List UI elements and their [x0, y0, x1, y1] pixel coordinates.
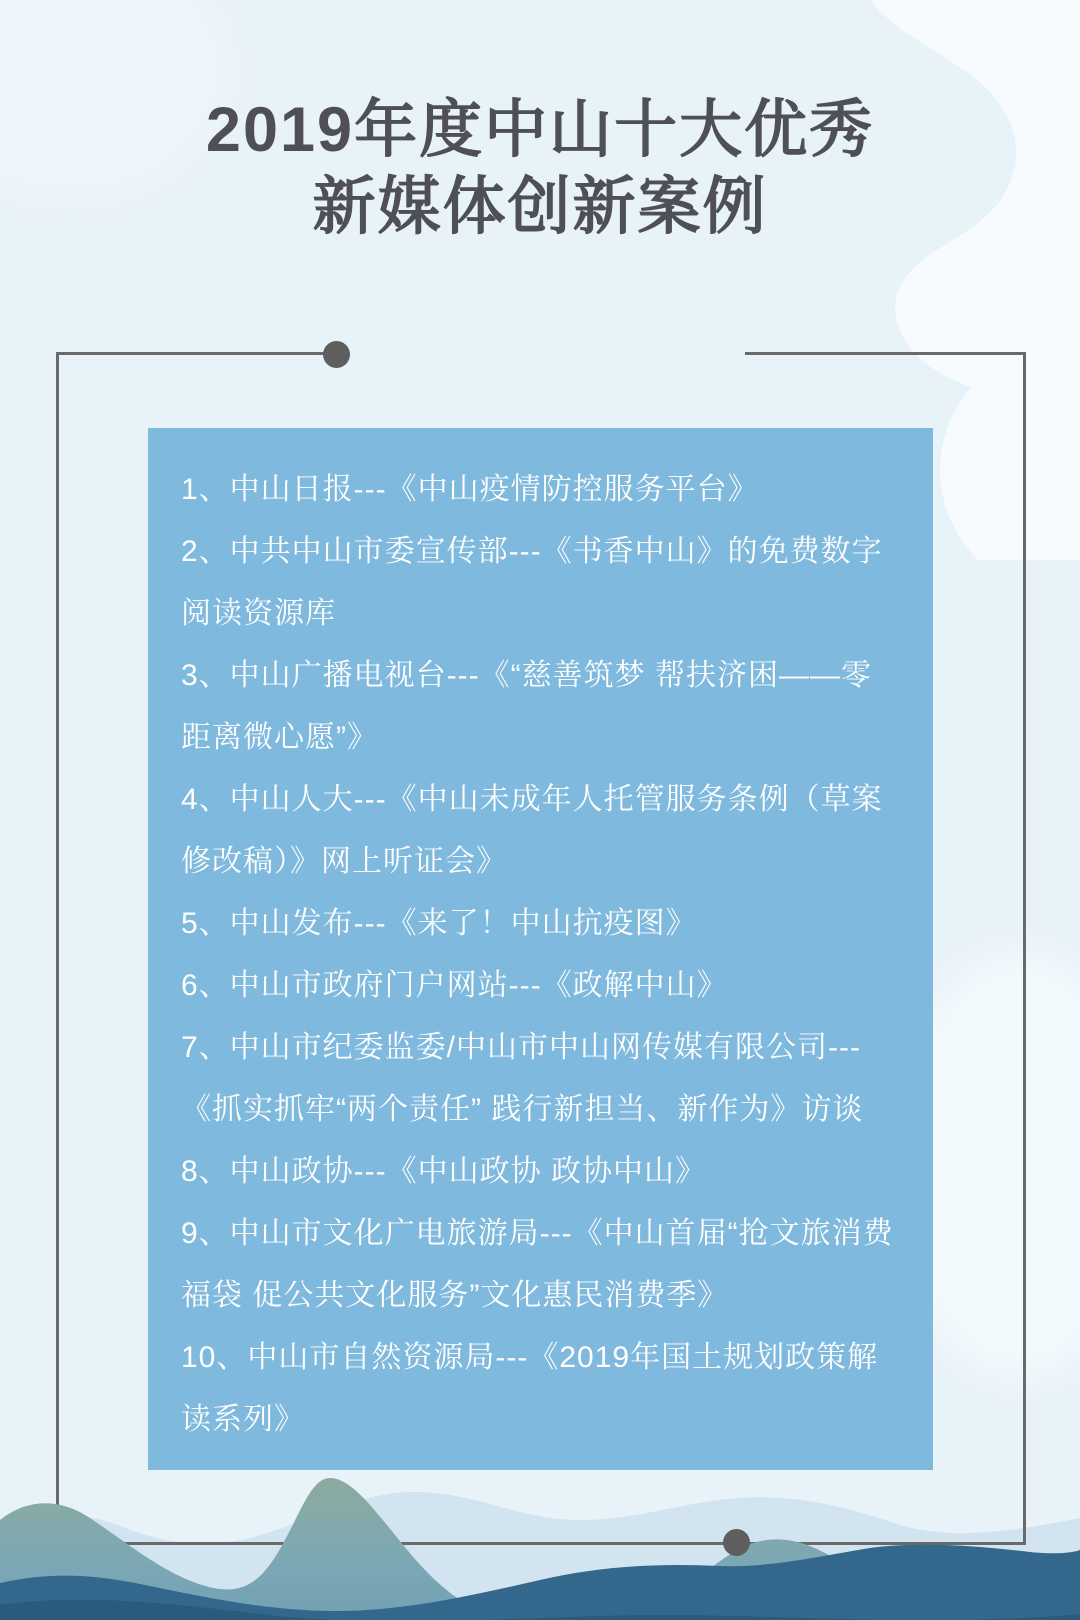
list-item: 5、中山发布---《来了！中山抗疫图》: [181, 907, 697, 940]
list-item: 10、中山市自然资源局---《2019年国土规划政策解读系列》: [181, 1341, 879, 1436]
list-item: 8、中山政协---《中山政协 政协中山》: [181, 1155, 706, 1188]
case-list-card: [148, 428, 933, 1470]
frame-dot-top: [323, 341, 350, 368]
list-item: 6、中山市政府门户网站---《政解中山》: [181, 969, 728, 1002]
frame-dot-bottom: [723, 1529, 750, 1556]
list-item: 2、中共中山市委宣传部---《书香中山》的免费数字阅读资源库: [181, 535, 883, 630]
list-item: 7、中山市纪委监委/中山市中山网传媒有限公司---《抓实抓牢“两个责任” 践行新担当、新作为》访谈: [181, 1031, 864, 1126]
list-item: 1、中山日报---《中山疫情防控服务平台》: [181, 473, 759, 506]
page-title-line2: 新媒体创新案例: [312, 172, 768, 242]
page-title-line1: 2019年度中山十大优秀: [205, 95, 875, 165]
frame-left-line: [56, 352, 59, 1545]
page-title: [0, 92, 1080, 246]
list-item: 4、中山人大---《中山未成年人托管服务条例（草案修改稿）》网上听证会》: [181, 783, 883, 878]
frame-top-right-line: [745, 352, 1026, 355]
frame-top-left-line: [56, 352, 336, 355]
list-item: 3、中山广播电视台---《“慈善筑梦 帮扶济困——零距离微心愿”》: [181, 659, 872, 754]
list-item: 9、中山市文化广电旅游局---《中山首届“抢文旅消费福袋 促公共文化服务”文化惠民消费季》: [181, 1217, 894, 1312]
frame-right-line: [1023, 352, 1026, 1545]
wave-front-layer: [0, 1380, 1080, 1620]
